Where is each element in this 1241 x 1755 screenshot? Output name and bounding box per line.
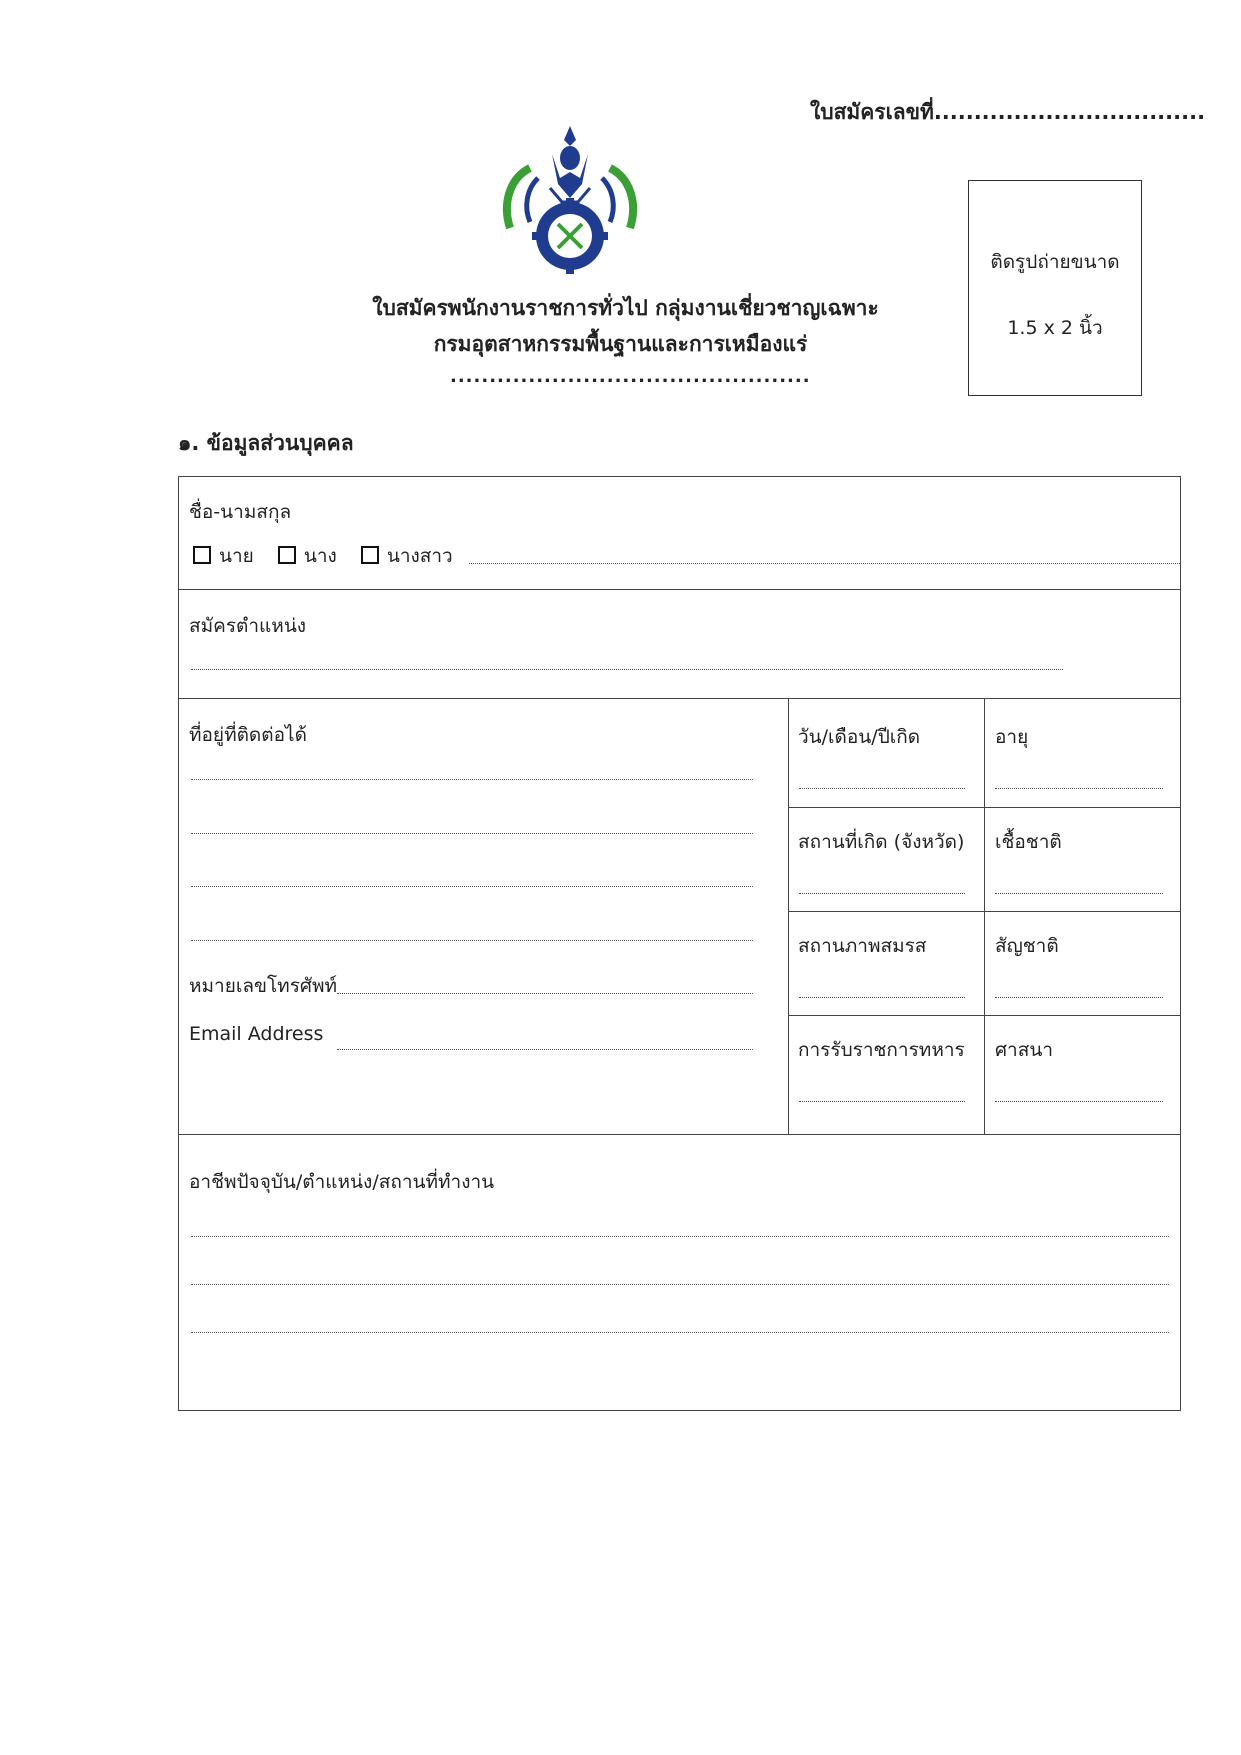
address-field-2[interactable] [191, 833, 753, 834]
divider [179, 1134, 1180, 1135]
age-field[interactable] [995, 788, 1163, 789]
email-label: Email Address [189, 1023, 324, 1045]
checkbox-mrs[interactable] [278, 546, 296, 564]
military-service-label: การรับราชการทหาร [798, 1039, 965, 1061]
race-field[interactable] [995, 893, 1163, 894]
section-title: ๑. ข้อมูลส่วนบุคคล [178, 431, 354, 455]
religion-label: ศาสนา [995, 1039, 1053, 1061]
checkbox-miss[interactable] [361, 546, 379, 564]
divider [788, 1015, 1180, 1016]
department-name: กรมอุตสาหกรรมพื้นฐานและการเหมืองแร่ [433, 332, 808, 356]
name-label: ชื่อ-นามสกุล [189, 501, 292, 523]
checkbox-mr[interactable] [193, 546, 211, 564]
position-label: สมัครตำแหน่ง [189, 615, 307, 637]
position-blank: .............................................. [450, 366, 811, 387]
address-field-4[interactable] [191, 940, 753, 941]
title-options [193, 541, 453, 571]
occupation-field-1[interactable] [191, 1236, 1169, 1237]
birth-place-label: สถานที่เกิด (จังหวัด) [798, 831, 965, 853]
title-option-label: นาง [303, 545, 337, 567]
department-logo [490, 118, 650, 278]
divider [788, 698, 789, 1134]
form-title: ใบสมัครพนักงานราชการทั่วไป กลุ่มงานเชี่ยวชาญเฉพาะ [372, 296, 879, 320]
marital-status-label: สถานภาพสมรส [798, 935, 927, 957]
divider [788, 807, 1180, 808]
phone-field[interactable] [337, 993, 753, 994]
nationality-field[interactable] [995, 997, 1163, 998]
birth-date-field[interactable] [799, 788, 965, 789]
photo-placeholder-box [968, 180, 1142, 396]
personal-info-form [178, 476, 1181, 1411]
photo-size: 1.5 x 2 นิ้ว [1007, 317, 1103, 339]
title-option-label: นางสาว [386, 545, 453, 567]
email-field[interactable] [337, 1049, 753, 1050]
nationality-label: สัญชาติ [995, 935, 1059, 957]
address-field-3[interactable] [191, 886, 753, 887]
divider [984, 698, 985, 1134]
divider [179, 698, 1180, 699]
religion-field[interactable] [995, 1101, 1163, 1102]
title-option-mr[interactable] [193, 545, 254, 567]
birth-date-label: วัน/เดือน/ปีเกิด [798, 726, 921, 748]
divider [179, 589, 1180, 590]
marital-status-field[interactable] [799, 997, 965, 998]
position-field[interactable] [191, 669, 1063, 670]
age-label: อายุ [995, 726, 1029, 748]
divider [788, 911, 1180, 912]
title-option-mrs[interactable] [278, 545, 337, 567]
occupation-field-3[interactable] [191, 1332, 1169, 1333]
birth-place-field[interactable] [799, 893, 965, 894]
address-label: ที่อยู่ที่ติดต่อได้ [189, 724, 307, 746]
race-label: เชื้อชาติ [995, 831, 1062, 853]
phone-label: หมายเลขโทรศัพท์ [189, 975, 338, 997]
occupation-field-2[interactable] [191, 1284, 1169, 1285]
occupation-label: อาชีพปัจจุบัน/ตำแหน่ง/สถานที่ทำงาน [189, 1171, 495, 1193]
address-field-1[interactable] [191, 779, 753, 780]
name-field[interactable] [469, 563, 1180, 564]
photo-instruction: ติดรูปถ่ายขนาด [990, 251, 1120, 273]
application-number-label: ใบสมัครเลขที่.................................. [810, 100, 1206, 124]
military-service-field[interactable] [799, 1101, 965, 1102]
title-option-label: นาย [219, 545, 254, 567]
title-option-miss[interactable] [361, 545, 453, 567]
